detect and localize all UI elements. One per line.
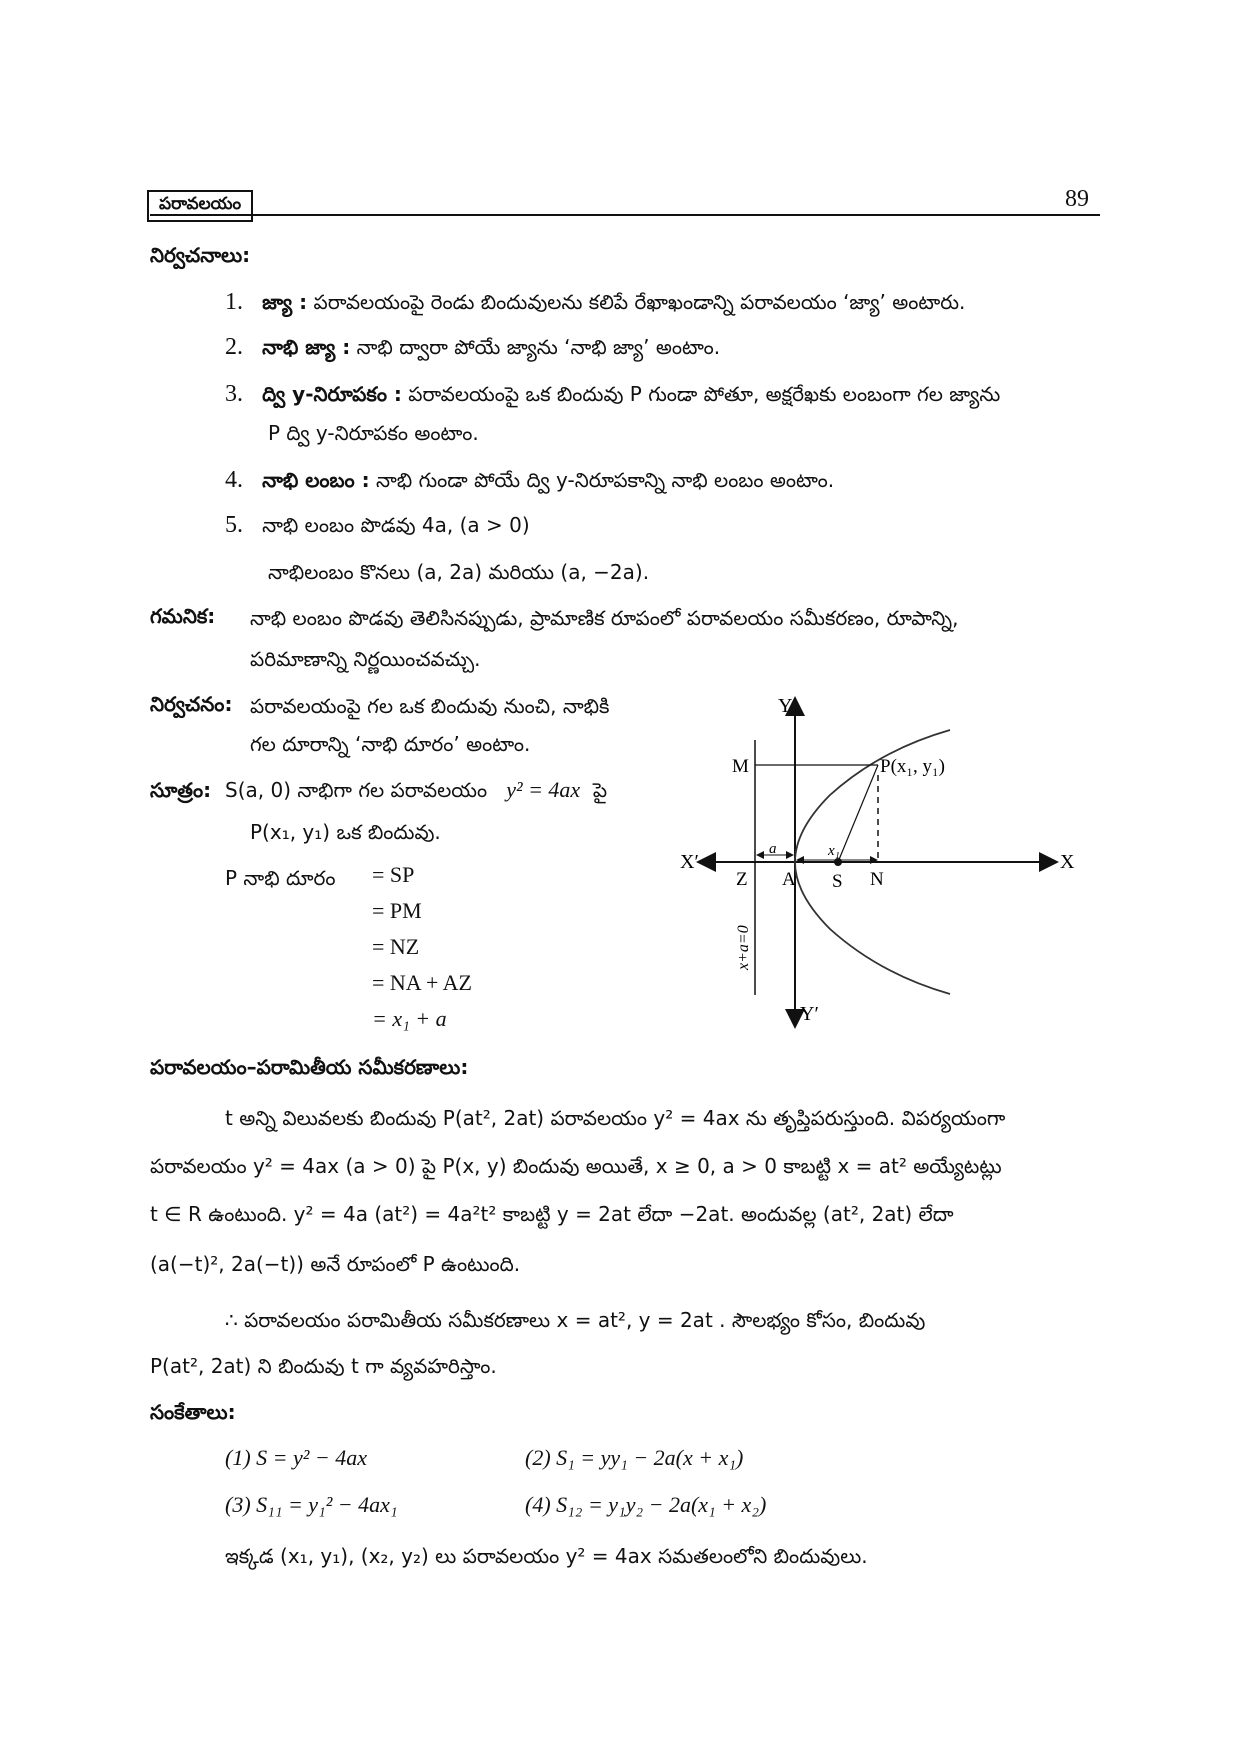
item-text: నాభి ద్వారా పోయే జ్యాను ‘నాభి జ్యా’ అంటాం. [350,335,721,359]
formula-step-2: = PM [372,898,422,923]
focal-def-line-2: గల దూరాన్ని ‘నాభి దూరం’ అంటాం. [250,732,531,756]
note-line-2: పరిమాణాన్ని నిర్ణయించవచ్చు. [250,647,481,671]
item-text: నాభి గుండా పోయే ద్వి y-నిరూపకాన్ని నాభి లంబం అంటాం. [369,468,835,492]
formula-line-1b: పై [592,778,608,802]
focus-point [834,858,842,866]
label-y-prime: Y′ [800,1003,819,1025]
item-number: 5. [225,512,243,538]
definition-item-1 [225,288,965,316]
header-rule [150,214,1100,216]
item-term: ద్వి y-నిరూపకం : [262,382,402,406]
item-text: నాభి లంబం పొడవు 4a, (a > 0) [262,513,530,537]
formula-step-1: = SP [372,862,415,887]
parametric-line-1: t అన్ని విలువలకు బిందువు P(at², 2at) పరావలయం y² = 4ax ను తృప్తిపరుస్తుంది. విపర్యయంగా [225,1106,1006,1130]
label-x: X [1060,851,1075,873]
formula-equation: y² = 4ax [506,777,581,802]
label-p: P(x₁, y₁) [880,756,945,777]
item-number: 1. [225,289,243,315]
sp-line [838,765,878,862]
item-text: పరావలయంపై ఒక బిందువు P గుండా పోతూ, అక్షరేఖకు లంబంగా గల జ్యాను [401,382,1001,406]
parametric-line-3: t ∈ R ఉంటుంది. y² = 4a (at²) = 4a²t² కాబట్టి y = 2at లేదా −2at. అందువల్ల (at², 2at) లేదా [150,1202,954,1226]
label-z: Z [736,869,748,890]
definition-item-5 [225,511,530,539]
formula-step-4: = NA + AZ [372,970,472,995]
item-number: 3. [225,381,243,407]
chapter-title: పరావలయం [147,190,253,222]
label-x1-distance: x₁ [828,843,840,859]
notation-3: (3) S₁₁ = y₁² − 4ax₁ [225,1492,398,1517]
item-number: 4. [225,467,243,493]
definition-item-3-cont: P ద్వి y-నిరూపకం అంటాం. [268,421,479,445]
focal-def-label: నిర్వచనం: [150,692,233,716]
definition-item-5-cont: నాభిలంబం కొనలు (a, 2a) మరియు (a, −2a). [268,560,650,584]
notation-4: (4) S₁₂ = y₁y₂ − 2a(x₁ + x₂) [525,1492,767,1517]
note-label: గమనిక: [150,604,216,628]
formula-line-1a: S(a, 0) నాభిగా గల పరావలయం [225,778,488,802]
label-x-prime: X′ [680,851,699,873]
label-a-distance: a [769,841,777,857]
parametric-line-4: (a(−t)², 2a(−t)) అనే రూపంలో P ఉంటుంది. [150,1252,521,1276]
parametric-heading: పరావలయం–పరామితీయ సమీకరణాలు: [150,1055,469,1079]
definitions-heading: నిర్వచనాలు: [150,243,251,267]
item-number: 2. [225,334,243,360]
notation-2: (2) S₁ = yy₁ − 2a(x + x₁) [525,1445,744,1470]
label-y: Y [778,695,793,717]
page-number: 89 [1065,186,1089,212]
item-term: జ్యా : [262,290,308,314]
formula-line-2: P(x₁, y₁) ఒక బిందువు. [250,820,441,844]
formula-step-5: = x₁ + a [372,1006,447,1031]
note-line-1: నాభి లంబం పొడవు తెలిసినప్పుడు, ప్రామాణిక రూపంలో పరావలయం సమీకరణం, రూపాన్ని, [250,606,959,630]
notations-heading: సంకేతాలు: [150,1400,236,1424]
notation-1: (1) S = y² − 4ax [225,1445,367,1470]
parametric-line-2: పరావలయం y² = 4ax (a > 0) పై P(x, y) బిందువు అయితే, x ≥ 0, a > 0 కాబట్టి x = at² అయ్యేటట్లు [150,1154,1002,1178]
label-n: N [870,869,884,890]
formula-line-1 [225,776,607,804]
parametric-line-6: P(at², 2at) ని బిందువు t గా వ్యవహరిస్తాం. [150,1354,497,1378]
parabola-diagram [680,690,1100,1030]
item-text: పరావలయంపై రెండు బిందువులను కలిపే రేఖాఖండాన్ని పరావలయం ‘జ్యా’ అంటారు. [307,290,966,314]
focal-def-line-1: పరావలయంపై గల ఒక బిందువు నుంచి, నాభికి [250,694,610,718]
definition-item-3 [225,380,1000,408]
label-s: S [832,871,843,892]
label-a: A [782,869,796,890]
definition-item-2 [225,333,720,361]
label-directrix: x+a=0 [735,925,752,970]
formula-lhs: P నాభి దూరం [225,866,336,890]
item-term: నాభి జ్యా : [262,335,351,359]
notations-footer: ఇక్కడ (x₁, y₁), (x₂, y₂) లు పరావలయం y² = 4ax సమతలంలోని బిందువులు. [225,1544,868,1568]
definition-item-4 [225,466,834,494]
parametric-line-5: ∴ పరావలయం పరామితీయ సమీకరణాలు x = at², y = 2at . సౌలభ్యం కోసం, బిందువు [225,1308,926,1332]
formula-step-3: = NZ [372,934,420,959]
item-term: నాభి లంబం : [262,468,370,492]
label-m: M [732,756,749,777]
formula-label: సూత్రం: [150,778,212,802]
